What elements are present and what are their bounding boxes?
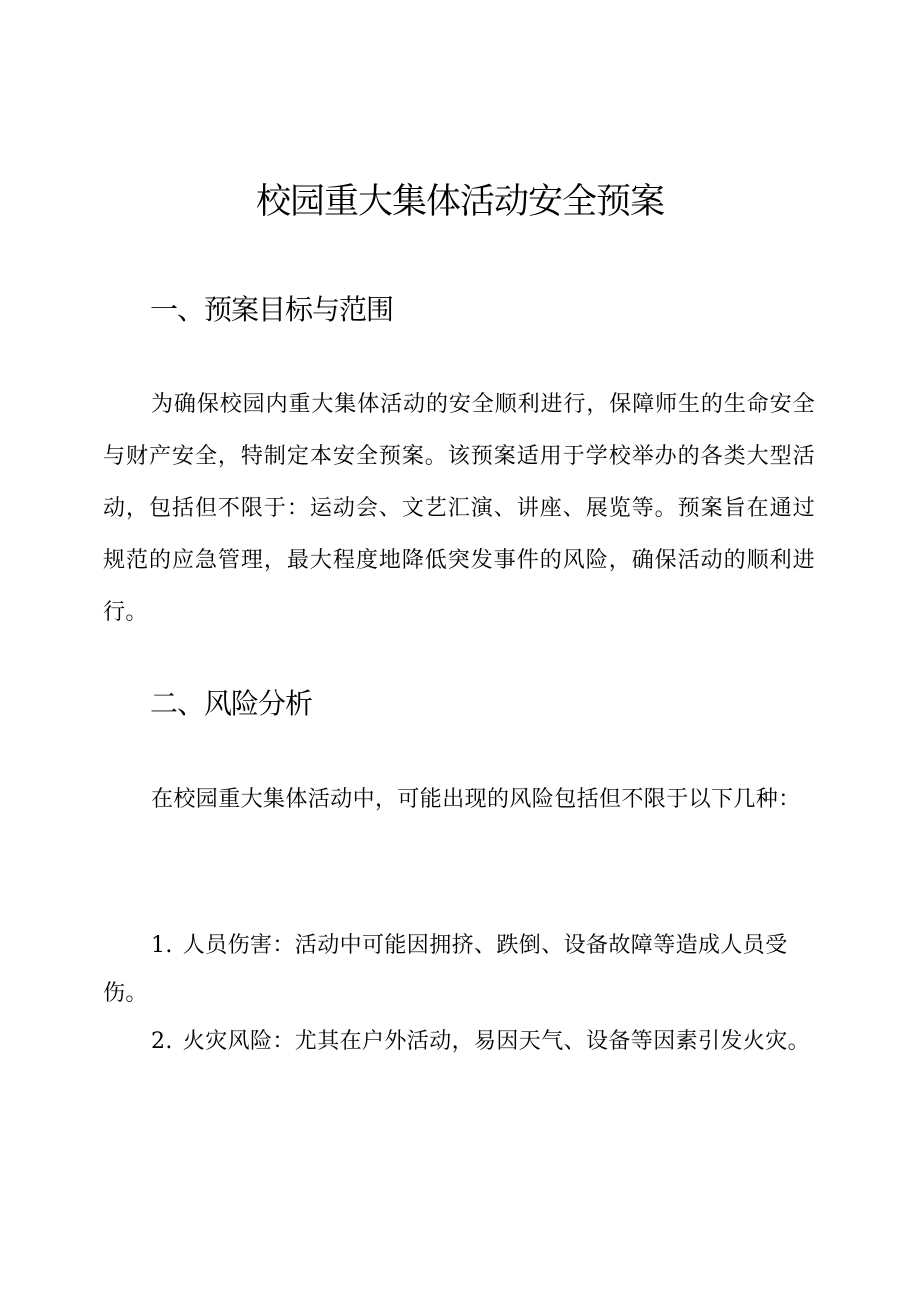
section-paragraph-goals-scope: 为确保校园内重大集体活动的安全顺利进行，保障师生的生命安全与财产安全，特制定本安全预案。该预案适用于学校举办的各类大型活动，包括但不限于：运动会、文艺汇演、讲座、展览等。预案旨在通过规范的应急管理，最大程度地降低突发事件的风险，确保活动的顺利进行。 [103, 392, 815, 625]
list-item-text: 火灾风险：尤其在户外活动，易因天气、设备等因素引发火灾。 [182, 1029, 810, 1054]
section-heading-risk-analysis: 二、风险分析 [150, 687, 313, 720]
list-item-text: 人员伤害：活动中可能因拥挤、跌倒、设备故障等造成人员受伤。 [103, 933, 788, 1006]
list-item-number: 2. [151, 1029, 173, 1054]
list-item-number: 1. [151, 933, 173, 958]
list-item-personal-injury [103, 922, 815, 1018]
section-heading-goals-scope: 一、预案目标与范围 [150, 293, 394, 326]
section-intro-risk-analysis: 在校园重大集体活动中，可能出现的风险包括但不限于以下几种： [151, 787, 801, 812]
document-title: 校园重大集体活动安全预案 [255, 182, 664, 222]
list-item-fire-risk [103, 1018, 815, 1066]
